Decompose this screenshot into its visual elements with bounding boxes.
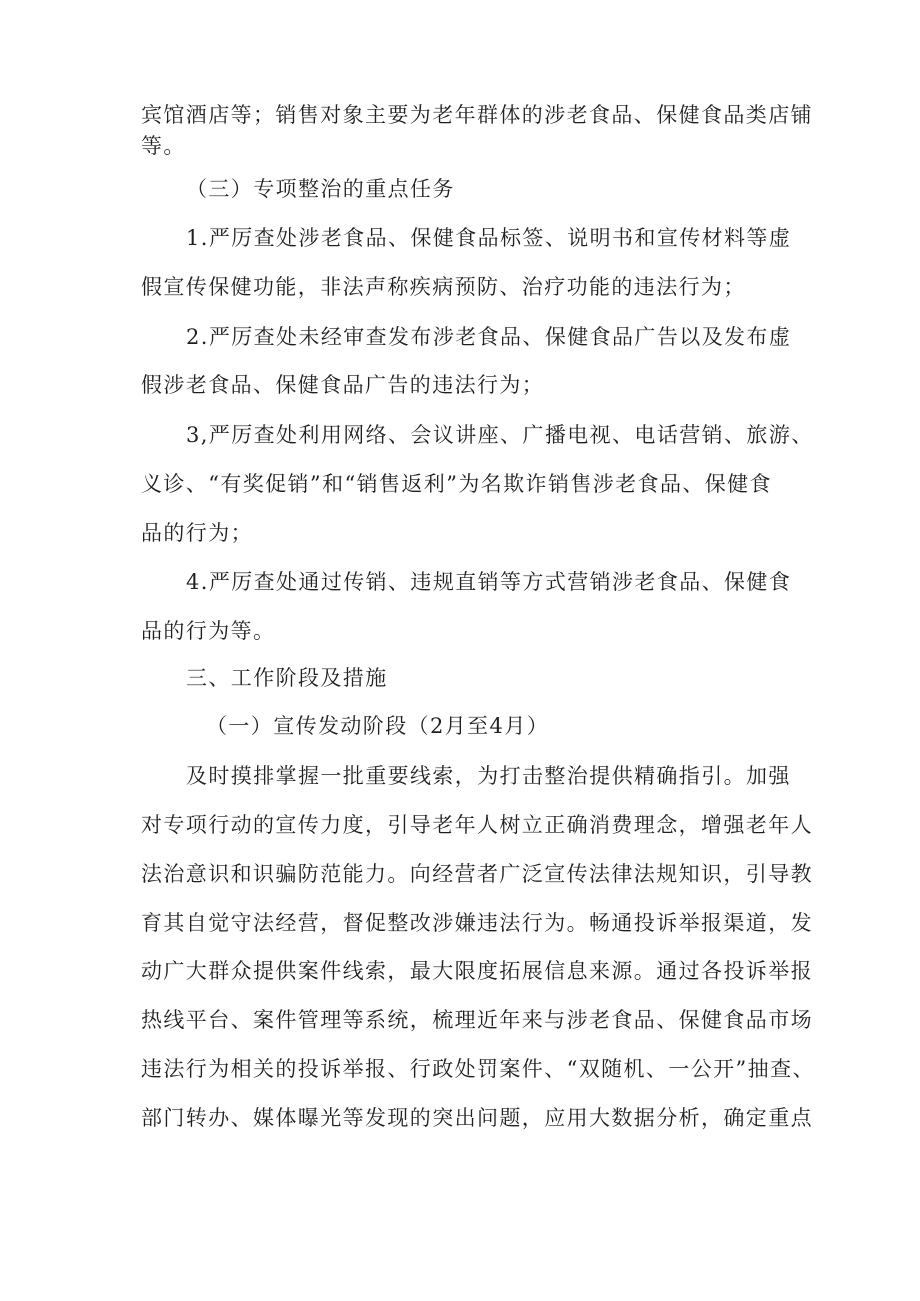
text-line: 部门转办、媒体曝光等发现的突出问题，应用大数据分析，确定重点	[141, 1106, 813, 1130]
text-line: 4.严厉查处通过传销、违规直销等方式营销涉老食品、保健食	[186, 570, 792, 594]
text-line: 及时摸排掌握一批重要线索，为打击整治提供精确指引。加强	[186, 764, 791, 788]
text-line: 宾馆酒店等；销售对象主要为老年群体的涉老食品、保健食品类店铺	[141, 103, 813, 127]
text-line: 义诊、“有奖促销”和“销售返利”为名欺诈销售涉老食品、保健食	[141, 472, 772, 496]
text-line: 等。	[141, 134, 186, 158]
section-heading: 三、工作阶段及措施	[186, 666, 388, 690]
text-line: 对专项行动的宣传力度，引导老年人树立正确消费理念，增强老年人	[141, 813, 813, 837]
text-line: 法治意识和识骗防范能力。向经营者广泛宣传法律法规知识，引导教	[141, 862, 813, 886]
text-line: 2.严厉查处未经审查发布涉老食品、保健食品广告以及发布虚	[186, 325, 792, 349]
text-line: 品的行为；	[141, 521, 253, 545]
section-heading: （三）专项整治的重点任务	[186, 177, 455, 201]
text-line: 1.严厉查处涉老食品、保健食品标签、说明书和宣传材料等虚	[186, 226, 792, 250]
text-line: 3,严厉查处利用网络、会议讲座、广播电视、电话营销、旅游、	[186, 423, 814, 447]
text-line: 热线平台、案件管理等系统，梳理近年来与涉老食品、保健食品市场	[141, 1008, 813, 1032]
text-line: 假宣传保健功能，非法声称疾病预防、治疗功能的违法行为；	[141, 275, 746, 299]
text-line: 假涉老食品、保健食品广告的违法行为；	[141, 373, 545, 397]
text-line: 育其自觉守法经营，督促整改涉嫌违法行为。畅通投诉举报渠道，发	[141, 911, 813, 935]
text-line: 品的行为等。	[141, 619, 276, 643]
subsection-heading: （一）宣传发动阶段（2月至4月）	[206, 714, 550, 738]
text-line: 违法行为相关的投诉举报、行政处罚案件、“双随机、一公开”抽查、	[141, 1057, 815, 1081]
text-line: 动广大群众提供案件线索，最大限度拓展信息来源。通过各投诉举报	[141, 959, 813, 983]
